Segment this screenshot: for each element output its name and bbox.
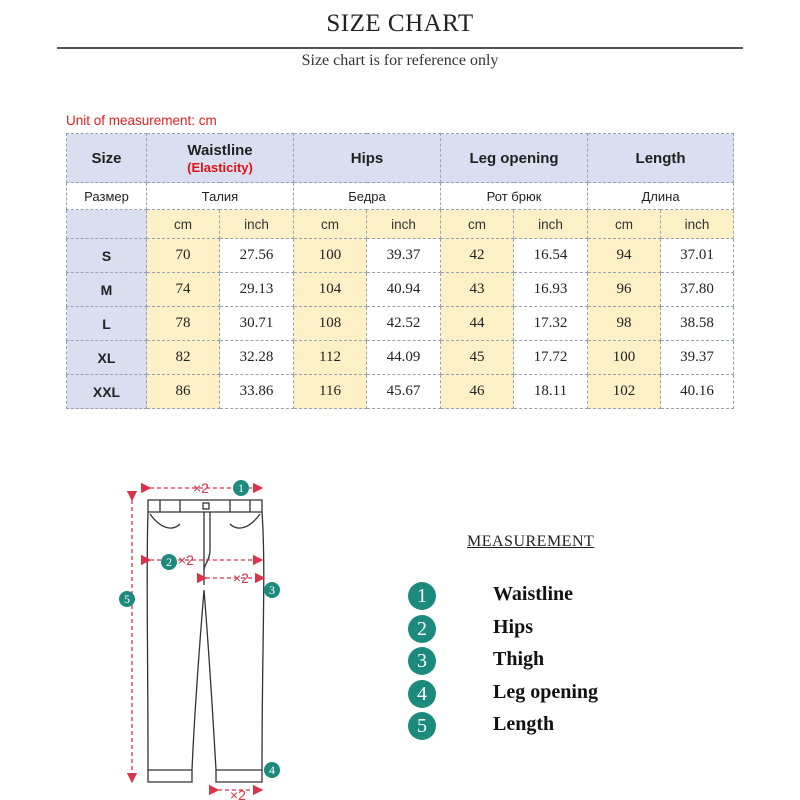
measurement-arrows — [132, 488, 264, 790]
length-cm-cell: 98 — [588, 307, 661, 341]
svg-text:4: 4 — [269, 763, 275, 777]
unit-cm: cm — [441, 210, 514, 239]
waist-cm-cell: 82 — [147, 341, 220, 375]
legend-label: Thigh — [493, 648, 545, 670]
svg-text:1: 1 — [238, 481, 244, 495]
hips-inch-cell: 45.67 — [367, 375, 441, 409]
jeans-diagram — [110, 470, 300, 800]
leg-cm-cell: 46 — [441, 375, 514, 409]
waist-cm-cell: 78 — [147, 307, 220, 341]
table-header-row — [67, 134, 734, 183]
header-waistline: Waistline (Elasticity) — [147, 134, 294, 183]
hips-cm-cell: 116 — [294, 375, 367, 409]
leg-cm-cell: 45 — [441, 341, 514, 375]
table-row — [67, 239, 734, 273]
table-row — [67, 273, 734, 307]
size-cell: M — [67, 273, 147, 307]
unit-cm: cm — [294, 210, 367, 239]
russian-label-row — [67, 183, 734, 210]
marker-2 — [161, 554, 177, 570]
header-size: Size — [67, 134, 147, 183]
size-cell: L — [67, 307, 147, 341]
hips-inch-cell: 40.94 — [367, 273, 441, 307]
table-row — [67, 307, 734, 341]
waist-cm-cell: 70 — [147, 239, 220, 273]
waist-inch-cell: 29.13 — [220, 273, 294, 307]
leg-cm-cell: 44 — [441, 307, 514, 341]
legend-label: Length — [493, 713, 555, 735]
leg-inch-cell: 17.32 — [514, 307, 588, 341]
waist-inch-cell: 33.86 — [220, 375, 294, 409]
legend-label: Hips — [493, 616, 534, 638]
elasticity-note: (Elasticity) — [187, 159, 253, 175]
ru-length: Длина — [588, 183, 734, 210]
length-cm-cell: 100 — [588, 341, 661, 375]
ru-size: Размер — [67, 183, 147, 210]
unit-cm: cm — [147, 210, 220, 239]
unit-inch: inch — [514, 210, 588, 239]
leg-inch-cell: 16.54 — [514, 239, 588, 273]
length-inch-cell: 37.01 — [661, 239, 734, 273]
number-badge-1: 1 — [408, 582, 436, 610]
size-table — [66, 133, 734, 409]
marker-3 — [264, 582, 280, 598]
size-cell: S — [67, 239, 147, 273]
waist-cm-cell: 74 — [147, 273, 220, 307]
legend-label: Leg opening — [493, 681, 599, 703]
header-length: Length — [588, 134, 734, 183]
marker-1 — [233, 480, 249, 496]
waist-inch-cell: 30.71 — [220, 307, 294, 341]
legend-label: Waistline — [493, 583, 574, 605]
leg-inch-cell: 16.93 — [514, 273, 588, 307]
number-badge-2: 2 — [408, 615, 436, 643]
unit-inch: inch — [367, 210, 441, 239]
leg-cm-cell: 43 — [441, 273, 514, 307]
hips-cm-cell: 104 — [294, 273, 367, 307]
times-two-label: ×2 — [230, 787, 246, 800]
leg-inch-cell: 17.72 — [514, 341, 588, 375]
unit-row — [67, 210, 734, 239]
waist-cm-cell: 86 — [147, 375, 220, 409]
length-inch-cell: 39.37 — [661, 341, 734, 375]
hips-inch-cell: 44.09 — [367, 341, 441, 375]
length-cm-cell: 94 — [588, 239, 661, 273]
number-badge-3: 3 — [408, 647, 436, 675]
ru-leg-opening: Рот брюк — [441, 183, 588, 210]
measurement-title: MEASUREMENT — [467, 533, 595, 550]
times-two-label: ×2 — [233, 570, 249, 586]
marker-4 — [264, 762, 280, 778]
ru-waistline: Талия — [147, 183, 294, 210]
waist-inch-cell: 32.28 — [220, 341, 294, 375]
waist-inch-cell: 27.56 — [220, 239, 294, 273]
unit-inch: inch — [220, 210, 294, 239]
times-two-label: ×2 — [193, 480, 209, 496]
unit-blank — [67, 210, 147, 239]
page-subtitle: Size chart is for reference only — [301, 52, 499, 69]
table-row — [67, 341, 734, 375]
svg-text:3: 3 — [269, 583, 275, 597]
svg-text:5: 5 — [124, 592, 130, 606]
unit-inch: inch — [661, 210, 734, 239]
hips-inch-cell: 39.37 — [367, 239, 441, 273]
times-two-label: ×2 — [178, 552, 194, 568]
unit-note: Unit of measurement: cm — [66, 113, 217, 128]
number-badge-5: 5 — [408, 712, 436, 740]
length-inch-cell: 37.80 — [661, 273, 734, 307]
marker-5 — [119, 591, 135, 607]
length-inch-cell: 40.16 — [661, 375, 734, 409]
size-cell: XL — [67, 341, 147, 375]
hips-cm-cell: 112 — [294, 341, 367, 375]
hips-cm-cell: 100 — [294, 239, 367, 273]
hips-inch-cell: 42.52 — [367, 307, 441, 341]
size-cell: XXL — [67, 375, 147, 409]
length-inch-cell: 38.58 — [661, 307, 734, 341]
table-row — [67, 375, 734, 409]
page-title: SIZE CHART — [326, 10, 474, 37]
ru-hips: Бедра — [294, 183, 441, 210]
svg-text:2: 2 — [166, 555, 172, 569]
leg-inch-cell: 18.11 — [514, 375, 588, 409]
leg-cm-cell: 42 — [441, 239, 514, 273]
title-divider — [57, 47, 743, 49]
length-cm-cell: 96 — [588, 273, 661, 307]
unit-cm: cm — [588, 210, 661, 239]
header-hips: Hips — [294, 134, 441, 183]
jeans-outline — [147, 500, 264, 782]
number-badge-4: 4 — [408, 680, 436, 708]
length-cm-cell: 102 — [588, 375, 661, 409]
hips-cm-cell: 108 — [294, 307, 367, 341]
header-leg-opening: Leg opening — [441, 134, 588, 183]
